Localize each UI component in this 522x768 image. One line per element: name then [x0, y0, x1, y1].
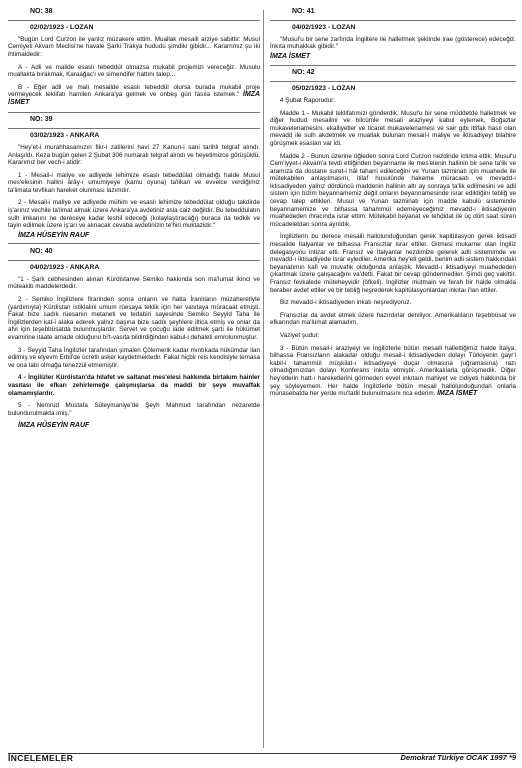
page-footer	[8, 753, 516, 766]
paragraph-text: B - Eğer adli ve mali mesailde esaslı tebeddül olursa burada mukabil proje vermeyecek teklifatı hamilen Ankara'ya gelmek ve onbeş gün fasıla istemek."	[8, 83, 260, 99]
signature: İMZA İSMET	[437, 390, 478, 398]
paragraph: A - Adli ve malide esaslı tebeddül olmazsa mukabil projemizi vereceğiz. Musulu muallakta bırakmak, Karaağac'ı ve simendifer hattını talep...	[8, 63, 260, 79]
doc-date-40: 04/02/1923 - ANKARA	[30, 264, 100, 272]
paragraph: 3 - Seyyid Taha İngilizler tarafından şimalen Çölemerik kadar mıntıkada hükümdar ilan edilmiş ve elyevm Erbil'de ücretli asker kaydetmektedir. Fakat hiçbir reis kendisiyle temasa ve ona tabi olmağa tenezzül etmemiştir.	[8, 346, 260, 369]
paragraph-bold: 4 - İngilizler Kürdistan'da hilafet ve saltanat mes'elesi hakkında birtakım hainler vasıtası ile efkarı zehirlemeğe çalışmışlarsa da maddi bir şeye muvaffak olamamışlardır.	[8, 374, 260, 397]
paragraph: 2 - Mesail-i maliye ve adliyede mühim ve esaslı lehimize tebeddülat olduğu takdirde iş'arınız vechile ta'limat almak üzere Ankara'ya avdetiniz asla caiz değildir. Bu tebeddülatın sulh imkanını ne dereceye kadar teshil edeceği (kolaylaştıracağı) buraca da tedkik ve tayin edilmek üzere iş'arı ve alınacak cevaba avdetinizin te'hiri muktazidir."	[8, 199, 260, 230]
paragraph	[8, 84, 260, 107]
signature: İMZA HÜSEYİN RAUF	[18, 231, 90, 239]
doc-date-39: 03/02/1923 - ANKARA	[30, 132, 100, 140]
paragraph: Madde 2 - Bunun üzerine öğleden sonra Lord Curzon nezdinde ictima ettik. Musul'u Cem'iyyet-i Akvam'a tevdi ettiğinden beyanname ile mes'elenin hallinin bir sene ta'lik ve aramıza da dostane suret-i hâl taharri edileceğini ve Yunan tazminatı için muahede ile mütekabilen anlaşılmasını, itilaf husulünde hakeme müracaatı ve mevadd-ı iktisadiyeden yalnız dördüncü maddenin hallinin altı ay sonraya ta'lik edilmesini ve adli sistem için bizim beyannamemiz değil onların beyannamesinde israr edildiğini tebliğ ve cevap talep ettikleri. Musul ve Yunan tazminatı için madde kabulü sisteminde beyannamemize ve bilhassa tahammül edemeyeceğimiz mevadd-ı iktisadiyenin muahededen ihracında israr ettim. Mütekabil beyanat ve tehdidat ile üç dört saat süren mücadeletdan sonra ayrıldık.	[270, 152, 516, 228]
paragraph: 2 - Semiko İngilizlere firarinden sonra onların ve hatta İranlıların müzaheretiyle (yardımıyla) Kürdistan istiklalini umum rüesaya teklik için her vasıtaya müracaat etmişti. Fakat bize sadık rüesanın metaneti ve tedabiri sayesinde Semiko Seyyid Taha ile İngilizlerden kat-i alaka ederek yalnız başına bize sadık şeyhlere iltica etmiş ve onlar da afvi için teşebbüsatda bulunmuşlardır. Servet ve çocuğu iade edilmek şartı ile hükümet evamirine itaate amade olduğunu bi't-vasıta bildirdiğinden kabul-i dehaleti emrolunmuştur.	[8, 296, 260, 341]
signature: İMZA İSMET	[270, 52, 311, 60]
left-column	[8, 8, 260, 430]
paragraph: Fransızlar da avdet etmek üzere hazırdırlar deniliyor. Amerikalıların teşebbüsat ve efkarından ma'lumat alamadım.	[270, 311, 516, 327]
paragraph-text: 3 - Bütün mesail-i araziyeyi ve İngilizlerle bütün mesaili hallettiğimiz halde İtalya, bilhassa Fransızların alakadar olduğu mesail-i iktisadiyeden dolayı Türkiyenin gayr'i kabil-i tahammül müşkilat-ı iktisadiyeye duçar olmasına (uğramasına) razı olmadığımızdan dolayı Konferans inkıta etmiştir. Amerikalılarla görüşmedik. Diğer hey'etlerin hatt-ı hareketlerini görmeden evvel inkıtaın mahiyet ve cidiyeti hakkında bir şey söyleyemem. Her halde İngilizlerle bütün mesail hallolunduğundan onlarla münasebatda her yerde mu'tadil bulunulmasını rica ederim.	[270, 344, 516, 398]
header-rule	[8, 20, 260, 21]
paragraph: "Hey'et-i murahhasamızın fikr-i zatilerini havi 27 Kanun-i sani tarihli telgraf alındı. Anlaşıldı. Keza bugün gelen 2 Şubat 306 numaralı telgraf alındı ve heyetimizce görüşüldü. Kararımız ber vech-i atidir:	[8, 143, 260, 167]
paragraph: Madde 1 - Mukabil teklifatımızi gönderdik. Musul'u bir sene müddetde halletmek ve diğer hudud mesailini ve bilcümle mesali araziyeyi kabul eylemek, Boğazlar mukavelenamesini, ekalliyetler ve ticaret mukavelenamesi ve sair gibi ittifak hasıl olan mevadd ile sulh akdetmek ve muallak bulunan mesail-i maliye ve iktisadiyeyi bilahire görüşmek esasları var idi.	[270, 109, 516, 147]
doc-number-39: NO: 39	[30, 116, 53, 124]
paragraph: 5 - Nemrud Mustafa Süleymaniye'de Şeyh Mahmud tarafından nezaretde bulundurulmakta imiş."	[8, 402, 260, 417]
paragraph	[270, 345, 516, 398]
section-rule	[8, 112, 260, 113]
doc-date-42: 05/02/1923 - LOZAN	[292, 85, 356, 93]
doc-number-41: NO: 41	[292, 8, 315, 15]
signature: İMZA HÜSEYİN RAUF	[18, 422, 90, 430]
doc-date-41: 04/02/1923 - LOZAN	[292, 24, 356, 32]
paragraph: Vaziyet şudur:	[280, 331, 320, 339]
doc-number-38: NO: 38	[30, 8, 53, 15]
doc-number-40: NO: 40	[30, 248, 53, 256]
paragraph: İngilizlerin bu derece mesaili hallolunduğundan gerek kapitülasyon gerek iktisadi mesailde İtalyanlar ve bilhassa Fransızlar israr ettiler. Gitmesi mukarrer olan İngiliz delegasyonu intizar etti. Fransız ve İtalyanlar nezdimize gelerek adli sistemimde ve mevadd-ı iktisadiyede israr eylediler. Amerika hey'eti geldi, benim adli sistem hakkındaki beyanatımın kafi ve muvafık olduğunda anlaştık. Mevadd-ı iktisadiyeyi muahededen çıkartmak üzere çalışacağını va'detti. Fakat bir cevap göndermediler. Şimdi geç vakittir. Fransız fevkalede müteheyvidir (öfkeli). İngilizler mutmain ve ferah bir halde olmakla beraber avdet ettiler ve bir tebliğ neşrederek kapitülasyonlardan inkıtaı i'lan ettiler.	[270, 233, 516, 294]
section-rule	[270, 65, 516, 66]
header-rule	[270, 81, 516, 82]
doc-number-42: NO: 42	[292, 69, 315, 77]
paragraph: "Musul'u bir sene zarfında İngiltere ile halletmek şeklinde irae (gösterece) edeceğiz. İnkıta muhakkak gibidir."	[270, 35, 516, 51]
section-title: İNCELEMELER	[8, 753, 74, 763]
column-divider	[263, 10, 264, 748]
header-rule	[8, 128, 260, 129]
right-column	[270, 8, 516, 403]
signature: İMZA İSMET	[8, 91, 260, 106]
paragraph: Biz mevadd-ı iktisadiyeden inkatı neşrediyoruz.	[280, 299, 412, 307]
header-rule	[8, 260, 260, 261]
section-rule	[8, 243, 260, 244]
paragraph: 4 Şubat Raporudur:	[280, 96, 335, 104]
paragraph: "1 - Şark cebhesinden alınan Kürdistanve Semiko hakkında son ma'lumat ikinci ve müteakib maddelerdedir.	[8, 275, 260, 291]
publication-info: Demokrat Türkiye OCAK 1997 *9	[400, 753, 516, 762]
paragraph: 1 - Mesail-i maliye ve adliyede lehimize esaslı tebeddülat olmadığı halde Musul mes'elesinin hallini ârây-ı umumiyeye (kamu oyuna) ta'likan ve evvelce verdiğimiz ta'limata tevfikan hareket olunması lazımdır.	[8, 171, 260, 194]
doc-date-38: 02/02/1923 - LOZAN	[30, 24, 94, 32]
paragraph: "Bugün Lord Curzon ile yanlız müzakere ettim. Muallak mesaili arziye sabittir: Musul Cemiyeti Akvam Meclisi'ne havale Şarki Trakya hududu şimdiki gibidir... Kararnmız şu iki ihtimaldedir:	[8, 35, 260, 58]
header-rule	[270, 20, 516, 21]
